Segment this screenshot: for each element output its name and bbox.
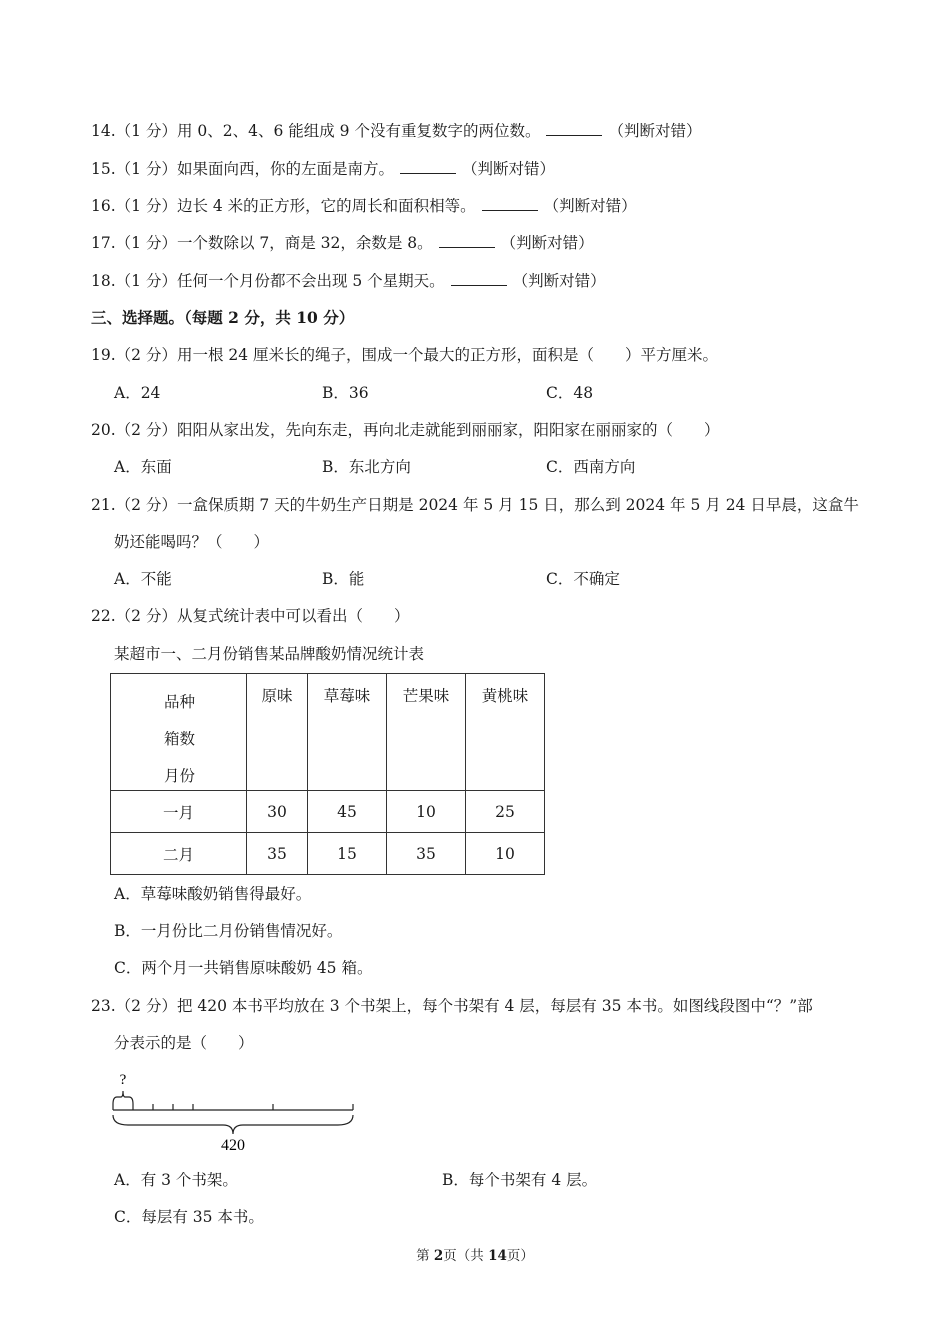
question-15: 15.（1 分）如果面向西，你的左面是南方。 （判断对错） [91,160,555,178]
total-pages: 14 [488,1248,507,1264]
q23-option-a[interactable]: A．有 3 个书架。 [114,1171,238,1189]
q19-option-b[interactable]: B．36 [322,384,369,402]
question-20: 20.（2 分）阳阳从家出发，先向东走，再向北走就能到丽丽家，阳阳家在丽丽家的（ ） [91,421,720,439]
question-mark-label: ? [119,1072,127,1088]
bottom-brace [113,1115,353,1134]
q22-option-a[interactable]: A．草莓味酸奶销售得最好。 [114,885,312,903]
table-corner-header [111,674,247,791]
table-cell: 10 [466,833,545,875]
answer-blank[interactable] [439,233,495,248]
question-19: 19.（2 分）用一根 24 厘米长的绳子，围成一个最大的正方形，面积是（ ）平方厘米。 [91,346,719,364]
table-row [111,833,545,875]
question-22: 22.（2 分）从复式统计表中可以看出（ ） [91,607,410,625]
page-footer: 第 2页（共 14页） [416,1248,534,1264]
answer-blank[interactable] [482,196,538,211]
column-header: 原味 [247,674,308,791]
question-23-line2: 分表示的是（ ） [114,1034,254,1052]
top-brace [113,1091,133,1104]
q22-option-b[interactable]: B．一月份比二月份销售情况好。 [114,922,343,940]
question-17: 17.（1 分）一个数除以 7，商是 32，余数是 8。 （判断对错） [91,234,594,252]
column-header: 草莓味 [308,674,387,791]
q19-option-a[interactable]: A．24 [114,384,161,402]
section-title: 三、选择题。（每题 2 分，共 10 分） [91,308,355,327]
table-cell: 10 [387,791,466,833]
answer-blank[interactable] [451,271,507,286]
q20-option-a[interactable]: A．东面 [114,458,172,476]
table-cell: 15 [308,833,387,875]
question-14: 14.（1 分）用 0、2、4、6 能组成 9 个没有重复数字的两位数。 （判断对错） [91,122,702,140]
row-month: 一月 [111,791,247,833]
page-number: 2 [433,1248,444,1264]
header-boxes: 箱数 [164,730,196,748]
q23-option-c[interactable]: C．每层有 35 本书。 [114,1208,264,1226]
segment-ticks [113,1104,353,1110]
header-variety: 品种 [164,693,196,711]
row-month: 二月 [111,833,247,875]
column-header: 黄桃味 [466,674,545,791]
table-cell: 45 [308,791,387,833]
table-row [111,791,545,833]
column-header: 芒果味 [387,674,466,791]
table-title: 某超市一、二月份销售某品牌酸奶情况统计表 [114,645,425,663]
answer-blank[interactable] [546,121,602,136]
q19-option-c[interactable]: C．48 [546,384,594,402]
total-label: 420 [221,1137,245,1154]
table-cell: 30 [247,791,308,833]
question-23-line1: 23.（2 分）把 420 本书平均放在 3 个书架上，每个书架有 4 层，每层有 35 本书。如图线段图中“？”部 [91,997,813,1015]
line-segment-diagram [108,1068,368,1158]
table-cell: 35 [387,833,466,875]
q21-option-c[interactable]: C．不确定 [546,570,620,588]
q21-option-b[interactable]: B．能 [322,570,365,588]
question-16: 16.（1 分）边长 4 米的正方形，它的周长和面积相等。 （判断对错） [91,197,637,215]
q21-option-a[interactable]: A．不能 [114,570,172,588]
question-21-line1: 21.（2 分）一盒保质期 7 天的牛奶生产日期是 2024 年 5 月 15 日，那么到 2024 年 5 月 24 日早晨，这盒牛 [91,496,859,514]
table-cell: 35 [247,833,308,875]
q20-option-b[interactable]: B．东北方向 [322,458,411,476]
q23-option-b[interactable]: B．每个书架有 4 层。 [442,1171,598,1189]
header-month: 月份 [164,767,196,785]
question-18: 18.（1 分）任何一个月份都不会出现 5 个星期天。 （判断对错） [91,272,606,290]
answer-blank[interactable] [400,159,456,174]
statistics-table [110,673,545,875]
q20-option-c[interactable]: C．西南方向 [546,458,636,476]
table-cell: 25 [466,791,545,833]
question-21-line2: 奶还能喝吗？（ ） [114,533,270,551]
q22-option-c[interactable]: C．两个月一共销售原味酸奶 45 箱。 [114,959,373,977]
